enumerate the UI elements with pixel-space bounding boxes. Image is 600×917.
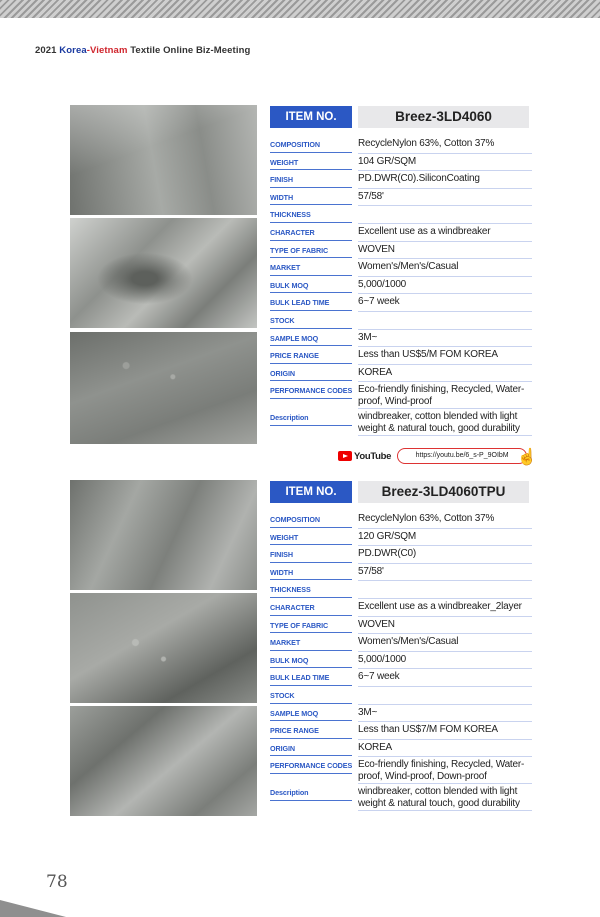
corner-decoration xyxy=(0,900,66,917)
spec-label: TYPE OF FABRIC xyxy=(270,617,352,634)
spec-value: 3M~ xyxy=(358,705,532,723)
spec-label: PERFORMANCE CODES xyxy=(270,382,352,399)
spec-label: FINISH xyxy=(270,546,352,563)
spec-label: BULK LEAD TIME xyxy=(270,669,352,686)
spec-label: CHARACTER xyxy=(270,224,352,241)
spec-value: Excellent use as a windbreaker_2layer xyxy=(358,599,532,617)
youtube-link-block[interactable] xyxy=(338,448,527,464)
spec-label: TYPE OF FABRIC xyxy=(270,242,352,259)
spec-row xyxy=(270,365,532,383)
fabric-photo-2c xyxy=(70,706,257,816)
spec-row xyxy=(270,511,532,529)
spec-row xyxy=(270,687,532,705)
pointing-hand-icon: ☝ xyxy=(517,449,537,466)
spec-label: BULK LEAD TIME xyxy=(270,294,352,311)
spec-row xyxy=(270,669,532,687)
spec-row xyxy=(270,330,532,348)
spec-value: Women's/Men's/Casual xyxy=(358,634,532,652)
spec-label: THICKNESS xyxy=(270,206,352,223)
spec-row xyxy=(270,757,532,784)
header-title-rest: Textile Online Biz-Meeting xyxy=(127,45,251,56)
item-code: Breez-3LD4060TPU xyxy=(358,481,529,503)
item-code: Breez-3LD4060 xyxy=(358,106,529,128)
spec-row xyxy=(270,784,532,811)
spec-label: MARKET xyxy=(270,259,352,276)
spec-value xyxy=(358,687,532,705)
spec-row xyxy=(270,634,532,652)
spec-label: WEIGHT xyxy=(270,154,352,171)
header-korea: Korea xyxy=(59,45,87,56)
spec-value: 57/58' xyxy=(358,189,532,207)
spec-value: PD.DWR(C0) xyxy=(358,546,532,564)
youtube-logo xyxy=(338,451,391,462)
spec-label: SAMPLE MOQ xyxy=(270,330,352,347)
spec-row xyxy=(270,722,532,740)
spec-label: STOCK xyxy=(270,312,352,329)
spec-value: WOVEN xyxy=(358,617,532,635)
spec-label: PRICE RANGE xyxy=(270,347,352,364)
fabric-photo-2a xyxy=(70,480,257,590)
spec-label: Description xyxy=(270,409,352,426)
spec-value: 5,000/1000 xyxy=(358,277,532,295)
spec-row xyxy=(270,224,532,242)
spec-label: ORIGIN xyxy=(270,740,352,757)
spec-label: CHARACTER xyxy=(270,599,352,616)
item-no-label: ITEM NO. xyxy=(270,106,352,128)
spec-row xyxy=(270,564,532,582)
fabric-photo-1a xyxy=(70,105,257,215)
spec-row xyxy=(270,581,532,599)
spec-value: Eco-friendly finishing, Recycled, Water-proof, Wind-proof xyxy=(358,382,532,409)
page-number: 78 xyxy=(46,872,68,892)
spec-value: 57/58' xyxy=(358,564,532,582)
spec-value: RecycleNylon 63%, Cotton 37% xyxy=(358,136,532,154)
header-vietnam: Vietnam xyxy=(90,45,128,56)
spec-value xyxy=(358,206,532,224)
spec-row xyxy=(270,617,532,635)
spec-value: windbreaker, cotton blended with light weight & natural touch, good durability xyxy=(358,409,532,436)
spec-row xyxy=(270,189,532,207)
spec-row xyxy=(270,171,532,189)
spec-row xyxy=(270,347,532,365)
spec-label: FINISH xyxy=(270,171,352,188)
spec-value: windbreaker, cotton blended with light weight & natural touch, good durability xyxy=(358,784,532,811)
spec-row xyxy=(270,740,532,758)
spec-row xyxy=(270,136,532,154)
spec-label: SAMPLE MOQ xyxy=(270,705,352,722)
header-year: 2021 xyxy=(35,45,57,56)
spec-value: 6~7 week xyxy=(358,294,532,312)
spec-label: Description xyxy=(270,784,352,801)
youtube-brand-text: YouTube xyxy=(354,450,392,462)
spec-row xyxy=(270,652,532,670)
spec-row xyxy=(270,546,532,564)
item-no-label: ITEM NO. xyxy=(270,481,352,503)
spec-label: WIDTH xyxy=(270,564,352,581)
spec-value xyxy=(358,312,532,330)
spec-row xyxy=(270,242,532,260)
spec-label: WEIGHT xyxy=(270,529,352,546)
spec-row xyxy=(270,259,532,277)
spec-label: MARKET xyxy=(270,634,352,651)
spec-label: BULK MOQ xyxy=(270,277,352,294)
fabric-photo-1b xyxy=(70,218,257,328)
spec-value: 120 GR/SQM xyxy=(358,529,532,547)
spec-value: RecycleNylon 63%, Cotton 37% xyxy=(358,511,532,529)
spec-label: STOCK xyxy=(270,687,352,704)
spec-row xyxy=(270,529,532,547)
spec-value: 3M~ xyxy=(358,330,532,348)
spec-value: Eco-friendly finishing, Recycled, Water-proof, Wind-proof, Down-proof xyxy=(358,757,532,784)
spec-label: THICKNESS xyxy=(270,581,352,598)
spec-row xyxy=(270,277,532,295)
spec-label: ORIGIN xyxy=(270,365,352,382)
spec-row xyxy=(270,154,532,172)
youtube-url-link[interactable]: https://youtu.be/6_s-P_9OIbM xyxy=(397,448,527,464)
spec-row xyxy=(270,294,532,312)
fabric-photo-1c xyxy=(70,332,257,444)
spec-label: BULK MOQ xyxy=(270,652,352,669)
spec-row xyxy=(270,705,532,723)
spec-label: WIDTH xyxy=(270,189,352,206)
spec-row xyxy=(270,382,532,409)
spec-value: 6~7 week xyxy=(358,669,532,687)
spec-label: PERFORMANCE CODES xyxy=(270,757,352,774)
spec-table-1 xyxy=(270,106,532,436)
spec-row xyxy=(270,599,532,617)
spec-value: Less than US$7/M FOM KOREA xyxy=(358,722,532,740)
spec-value xyxy=(358,581,532,599)
spec-value: KOREA xyxy=(358,365,532,383)
spec-value: 104 GR/SQM xyxy=(358,154,532,172)
spec-row xyxy=(270,206,532,224)
spec-value: Women's/Men's/Casual xyxy=(358,259,532,277)
spec-value: WOVEN xyxy=(358,242,532,260)
top-decorative-band xyxy=(0,0,600,18)
spec-value: Excellent use as a windbreaker xyxy=(358,224,532,242)
spec-row xyxy=(270,409,532,436)
spec-value: 5,000/1000 xyxy=(358,652,532,670)
spec-table-2 xyxy=(270,481,532,811)
spec-value: KOREA xyxy=(358,740,532,758)
fabric-photo-2b xyxy=(70,593,257,703)
spec-label: COMPOSITION xyxy=(270,511,352,528)
spec-label: COMPOSITION xyxy=(270,136,352,153)
youtube-play-icon xyxy=(338,451,352,461)
header-dash: - xyxy=(86,45,90,56)
spec-value: Less than US$5/M FOM KOREA xyxy=(358,347,532,365)
spec-value: PD.DWR(C0).SiliconCoating xyxy=(358,171,532,189)
spec-label: PRICE RANGE xyxy=(270,722,352,739)
page-header xyxy=(35,45,250,56)
spec-row xyxy=(270,312,532,330)
